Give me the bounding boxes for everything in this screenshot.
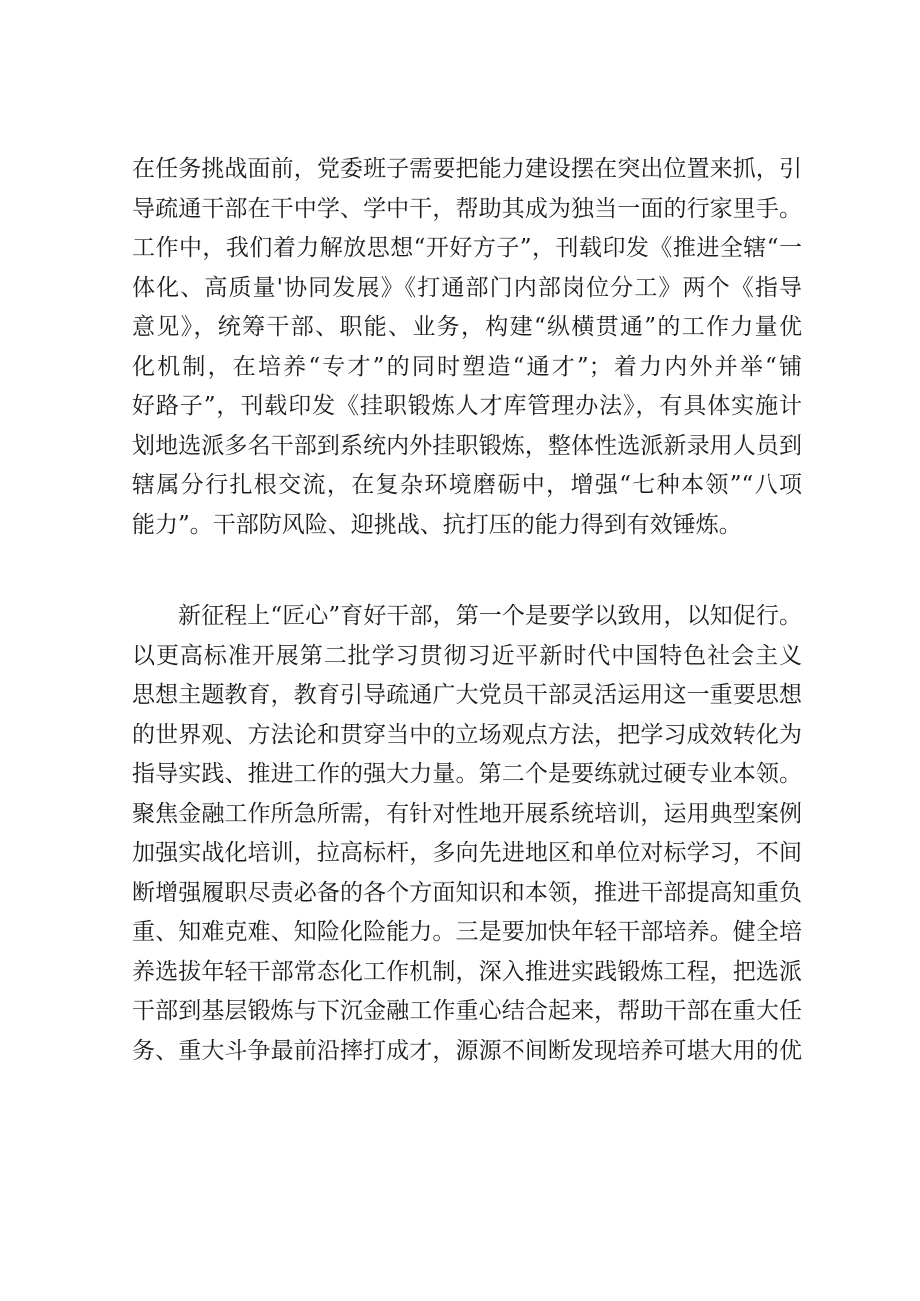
paragraph-line: 务、重大斗争最前沿摔打成才，源源不间断发现培养可堪大用的优 bbox=[132, 1037, 802, 1064]
paragraph-line: 干部到基层锻炼与下沉金融工作重心结合起来，帮助干部在重大任 bbox=[132, 998, 802, 1024]
paragraph-line: 体化、高质量'协同发展》《打通部门内部岗位分工》两个《指导 bbox=[132, 274, 802, 301]
paragraph-line: 指导实践、推进工作的强大力量。第二个是要练就过硬专业本领。 bbox=[132, 761, 802, 787]
paragraph-2 bbox=[132, 597, 802, 1071]
paragraph-line: 工作中，我们着力解放思想“开好方子”，刊载印发《推进全辖“一 bbox=[132, 235, 802, 261]
paragraph-line: 重、知难克难、知险化险能力。三是要加快年轻干部培养。健全培 bbox=[132, 919, 802, 945]
paragraph-line: 聚焦金融工作所急所需，有针对性地开展系统培训，运用典型案例 bbox=[132, 800, 802, 827]
paragraph-line: 新征程上“匠心”育好干部，第一个是要学以致用，以知促行。 bbox=[178, 603, 802, 629]
paragraph-line: 以更高标准开展第二批学习贯彻习近平新时代中国特色社会主义 bbox=[132, 642, 802, 669]
paragraph-line: 化机制，在培养“专才”的同时塑造“通才”；着力内外并举“铺 bbox=[132, 353, 802, 380]
paragraph-line: 加强实战化培训，拉高标杆，多向先进地区和单位对标学习，不间 bbox=[132, 840, 802, 866]
paragraph-line: 养选拔年轻干部常态化工作机制，深入推进实践锻炼工程，把选派 bbox=[132, 958, 802, 985]
paragraph-line: 导疏通干部在干中学、学中干，帮助其成为独当一面的行家里手。 bbox=[132, 195, 802, 222]
paragraph-1 bbox=[132, 150, 802, 545]
paragraph-line: 在任务挑战面前，党委班子需要把能力建设摆在突出位置来抓，引 bbox=[132, 156, 802, 182]
paragraph-line: 划地选派多名干部到系统内外挂职锻炼，整体性选派新录用人员到 bbox=[132, 432, 802, 459]
paragraph-line: 辖属分行扎根交流，在复杂环境磨砺中，增强“七种本领”“八项 bbox=[132, 472, 802, 498]
paragraph-line: 的世界观、方法论和贯穿当中的立场观点方法，把学习成效转化为 bbox=[132, 721, 802, 748]
paragraph-line: 思想主题教育，教育引导疏通广大党员干部灵活运用这一重要思想 bbox=[132, 682, 802, 708]
paragraph-line: 断增强履职尽责必备的各个方面知识和本领，推进干部提高知重负 bbox=[132, 879, 802, 906]
paragraph-line: 能力”。干部防风险、迎挑战、抗打压的能力得到有效锤炼。 bbox=[132, 511, 742, 538]
paragraph-line: 好路子”，刊载印发《挂职锻炼人才库管理办法》，有具体实施计 bbox=[132, 393, 802, 419]
paragraph-line: 意见》，统筹干部、职能、业务，构建“纵横贯通”的工作力量优 bbox=[132, 314, 802, 340]
